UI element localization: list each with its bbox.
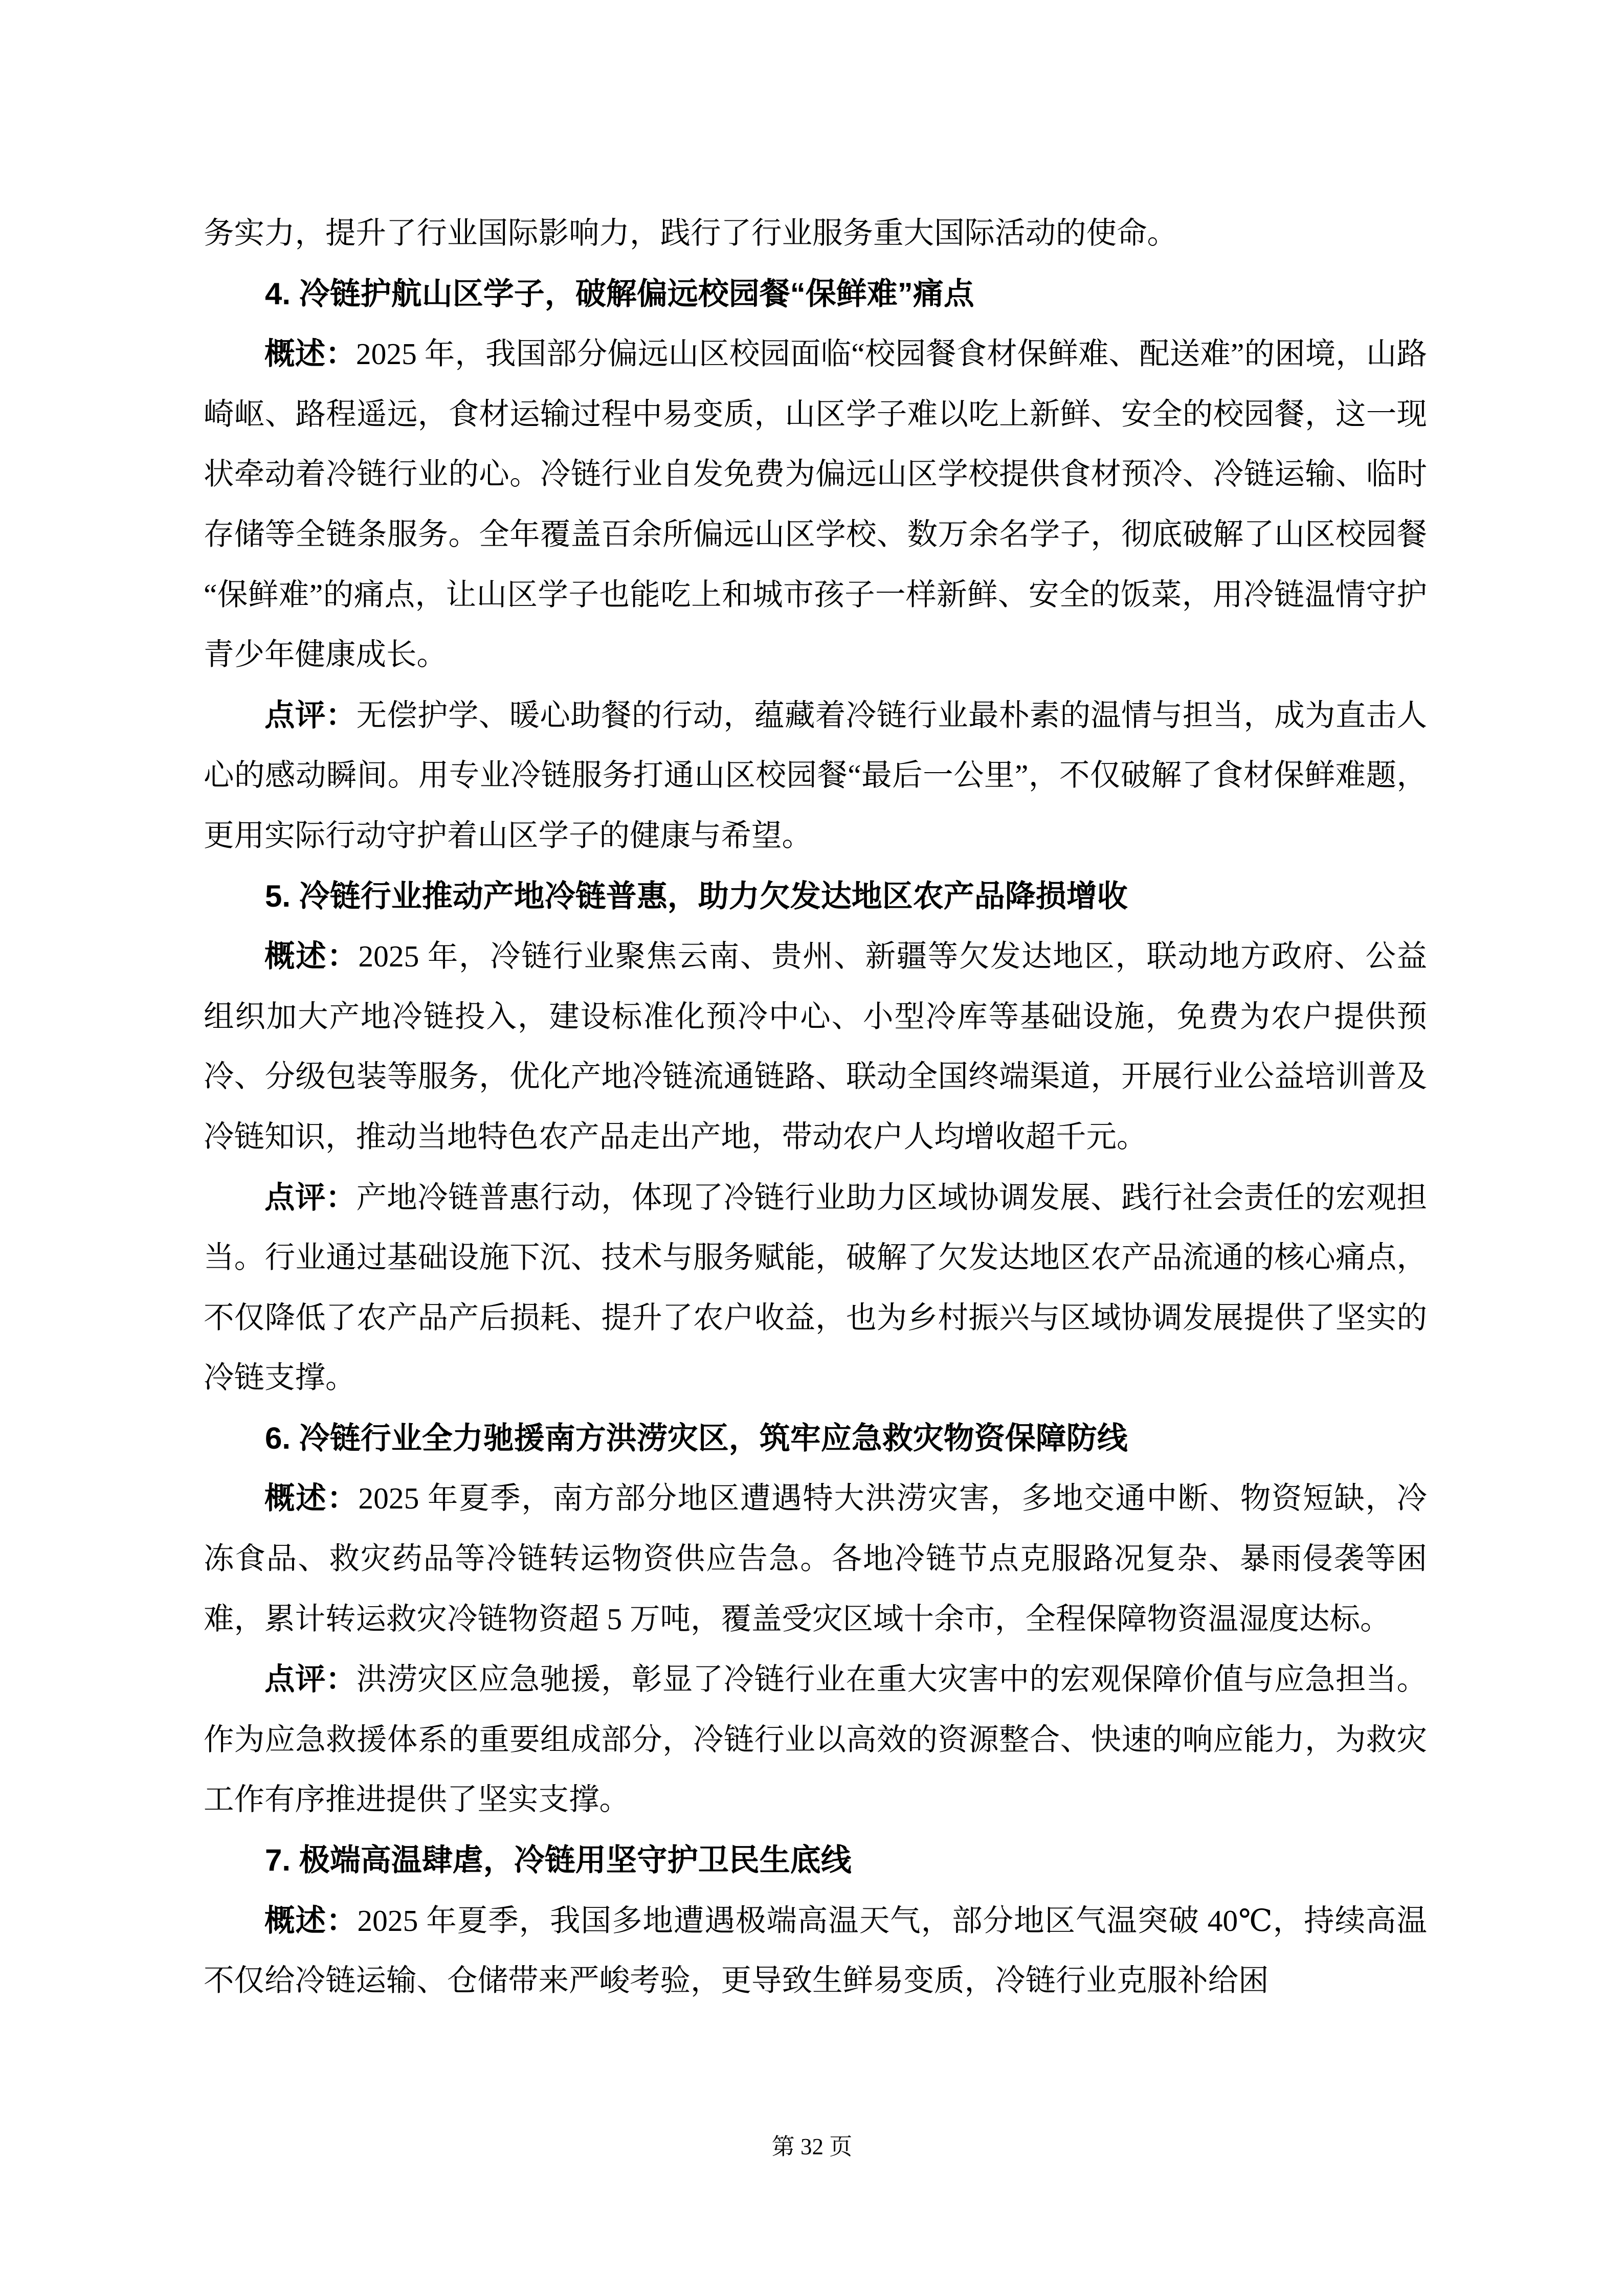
section-6-comment-paragraph xyxy=(204,1649,1427,1830)
section-5 xyxy=(204,866,1427,1408)
overview-text: 2025 年夏季，我国多地遭遇极端高温天气，部分地区气温突破 40℃，持续高温不仅给冷链运输、仓储带来严峻考验，更导致生鲜易变质，冷链行业克服补给困 xyxy=(204,1903,1427,1998)
overview-label: 概述： xyxy=(264,939,359,974)
section-6-heading: 6. 冷链行业全力驰援南方洪涝灾区，筑牢应急救灾物资保障防线 xyxy=(265,1421,1128,1455)
comment-label: 点评： xyxy=(264,1180,357,1214)
overview-label: 概述： xyxy=(264,1481,359,1516)
section-7-heading: 7. 极端高温肆虐，冷链用坚守护卫民生底线 xyxy=(265,1843,852,1878)
overview-text: 2025 年，冷链行业聚焦云南、贵州、新疆等欠发达地区，联动地方政府、公益组织加大产地冷链投入，建设标准化预冷中心、小型冷库等基础设施，免费为农户提供预冷、分级包装等服务，优化产地冷链流通链路、联动全国终端渠道，开展行业公益培训普及冷链知识，推动当地特色农产品走出产地，带动农户人均增收超千元。 xyxy=(204,939,1428,1154)
section-4-overview-paragraph xyxy=(204,324,1427,685)
section-4-comment-paragraph xyxy=(204,685,1427,866)
comment-label: 点评： xyxy=(264,697,357,732)
section-5-comment-paragraph xyxy=(204,1167,1427,1408)
overview-label: 概述： xyxy=(264,336,356,371)
comment-text: 洪涝灾区应急驰援，彰显了冷链行业在重大灾害中的宏观保障价值与应急担当。作为应急救援体系的重要组成部分，冷链行业以高效的资源整合、快速的响应能力，为救灾工作有序推进提供了坚实支撑。 xyxy=(204,1662,1428,1817)
section-5-heading: 5. 冷链行业推动产地冷链普惠，助力欠发达地区农产品降损增收 xyxy=(265,879,1128,913)
section-6-overview-paragraph xyxy=(204,1468,1427,1649)
comment-text: 无偿护学、暖心助餐的行动，蕴藏着冷链行业最朴素的温情与担当，成为直击人心的感动瞬间。用专业冷链服务打通山区校园餐“最后一公里”，不仅破解了食材保鲜难题，更用实际行动守护着山区学子的健康与希望。 xyxy=(204,698,1428,852)
section-4-heading: 4. 冷链护航山区学子，破解偏远校园餐“保鲜难”痛点 xyxy=(265,276,974,311)
page-content xyxy=(204,204,1427,2011)
section-4 xyxy=(204,264,1427,866)
section-5-overview-paragraph xyxy=(204,926,1427,1167)
section-7-overview-paragraph xyxy=(204,1890,1427,2011)
comment-label: 点评： xyxy=(264,1662,357,1697)
comment-text: 产地冷链普惠行动，体现了冷链行业助力区域协调发展、践行社会责任的宏观担当。行业通过基础设施下沉、技术与服务赋能，破解了欠发达地区农产品流通的核心痛点，不仅降低了农产品产后损耗、提升了农户收益，也为乡村振兴与区域协调发展提供了坚实的冷链支撑。 xyxy=(204,1180,1428,1395)
overview-text: 2025 年，我国部分偏远山区校园面临“校园餐食材保鲜难、配送难”的困境，山路崎岖、路程遥远，食材运输过程中易变质，山区学子难以吃上新鲜、安全的校园餐，这一现状牵动着冷链行业的心。冷链行业自发免费为偏远山区学校提供食材预冷、冷链运输、临时存储等全链条服务。全年覆盖百余所偏远山区学校、数万余名学子，彻底破解了山区校园餐“保鲜难”的痛点，让山区学子也能吃上和城市孩子一样新鲜、安全的饭菜，用冷链温情守护青少年健康成长。 xyxy=(204,337,1427,672)
page-number: 第 32 页 xyxy=(771,2134,853,2159)
continued-paragraph: 务实力，提升了行业国际影响力，践行了行业服务重大国际活动的使命。 xyxy=(204,216,1177,250)
overview-label: 概述： xyxy=(264,1903,358,1938)
section-6 xyxy=(204,1408,1427,1830)
page-footer xyxy=(0,2131,1624,2162)
section-7 xyxy=(204,1830,1427,2011)
overview-text: 2025 年夏季，南方部分地区遭遇特大洪涝灾害，多地交通中断、物资短缺，冷冻食品、救灾药品等冷链转运物资供应告急。各地冷链节点克服路况复杂、暴雨侵袭等困难，累计转运救灾冷链物资超 5 万吨，覆盖受灾区域十余市，全程保障物资温湿度达标。 xyxy=(204,1481,1428,1636)
